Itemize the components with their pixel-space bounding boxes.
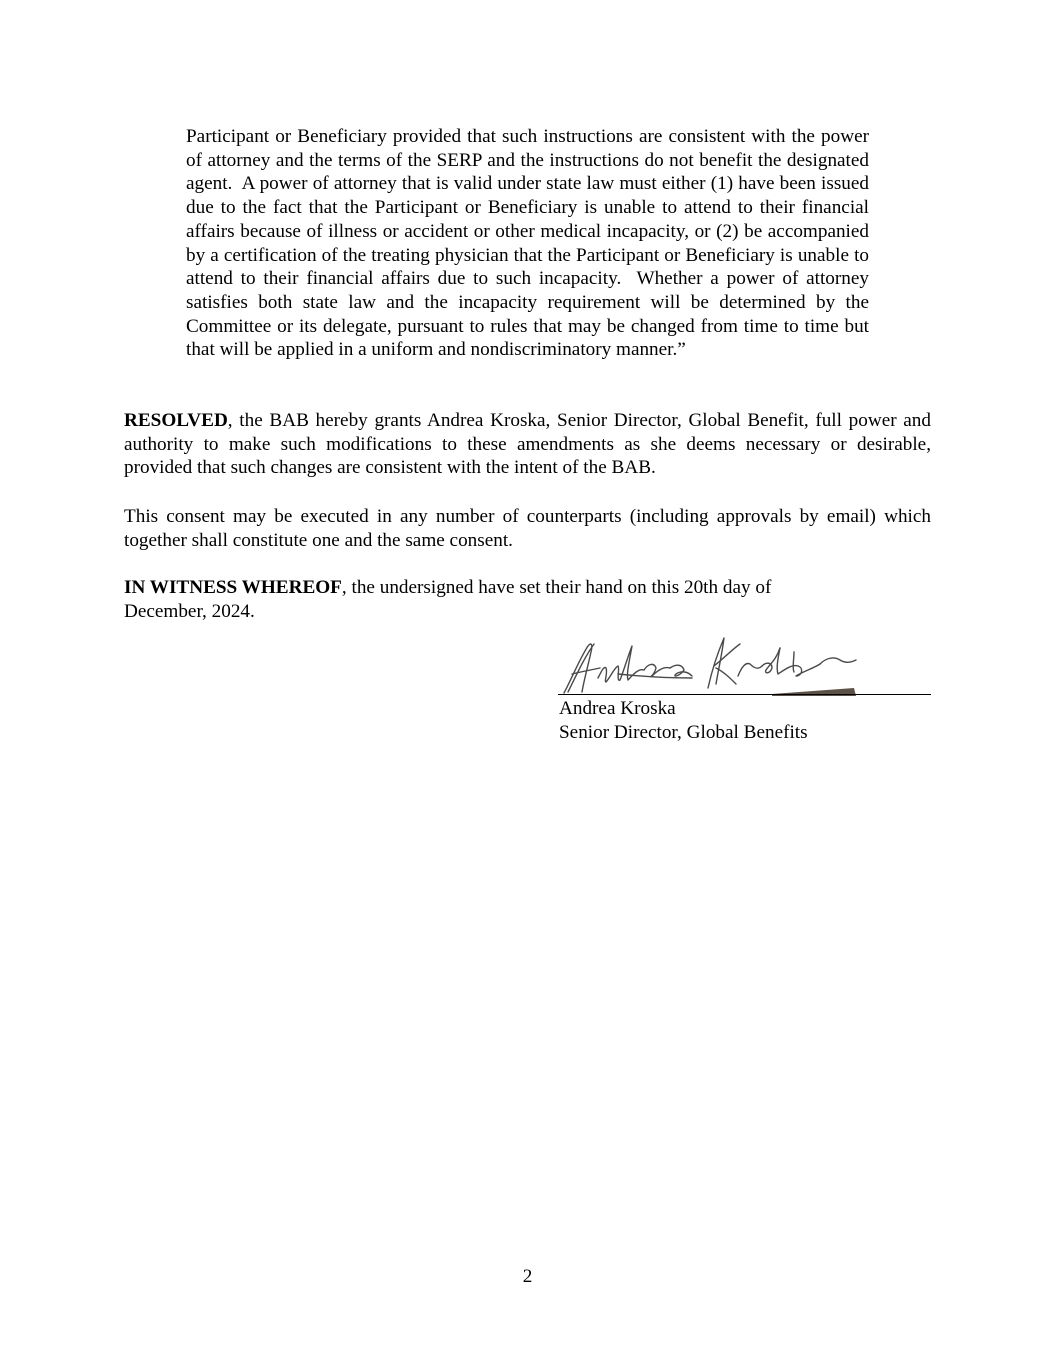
continued-amendment-paragraph: Participant or Beneficiary provided that such instructions are consistent with the power of attorney and the terms of the SERP and the instructions do not benefit the designated agent. A power of attorney that is valid under state law must either (1) have been issued due to the fact that the Participant or Beneficiary is unable to attend to their financial affairs because of illness or accident or other medical incapacity, or (2) be accompanied by a certification of the treating physician that the Participant or Beneficiary is unable to attend to their financial affairs due to such incapacity. Whether a power of attorney satisfies both state law and the incapacity requirement will be determined by the Committee or its delegate, pursuant to rules that may be changed from time to time but that will be applied in a uniform and nondiscriminatory manner.” (186, 126, 869, 361)
page-number: 2 (522, 1266, 533, 1287)
witness-paragraph (124, 576, 931, 623)
witness-label: IN WITNESS WHEREOF (124, 577, 342, 598)
resolved-text: , the BAB hereby grants Andrea Kroska, Senior Director, Global Benefit, full power and authority to make such modifications to these amendments as she deems necessary or desirable, provided that such changes are consistent with the intent of the BAB. (124, 410, 931, 479)
witness-text: , the undersigned have set their hand on this 20th day of (341, 577, 772, 598)
signature-line (558, 694, 931, 695)
witness-line-1 (124, 576, 931, 600)
witness-date: December, 2024. (124, 600, 255, 622)
resolved-paragraph (124, 409, 931, 480)
signatory-name: Andrea Kroska (559, 698, 676, 719)
handwritten-signature (558, 618, 931, 696)
counterparts-paragraph: This consent may be executed in any number of counterparts (including approvals by email) which together shall constitute one and the same consent. (124, 506, 931, 551)
resolved-label: RESOLVED (124, 410, 228, 431)
signatory-title: Senior Director, Global Benefits (559, 722, 808, 743)
